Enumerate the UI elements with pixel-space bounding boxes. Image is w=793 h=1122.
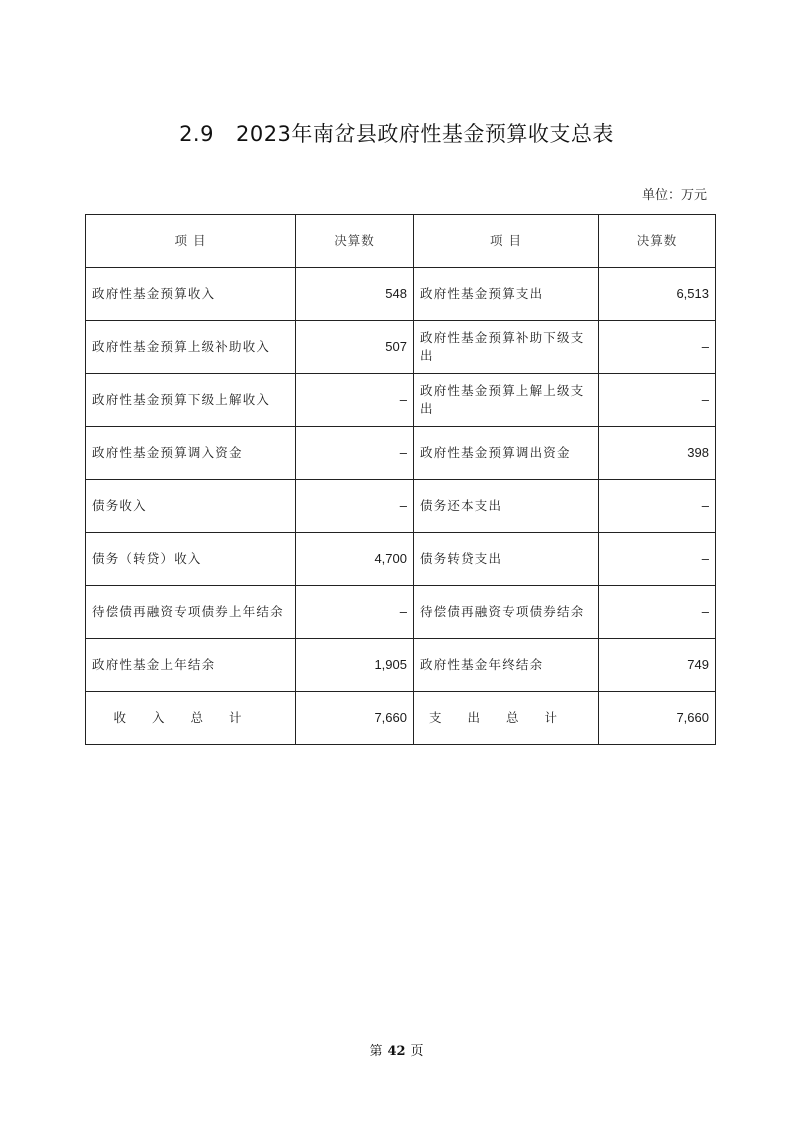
page-suffix: 页: [410, 1044, 424, 1059]
expense-value: 749: [599, 639, 716, 692]
expense-value: –: [599, 480, 716, 533]
expense-value: –: [599, 321, 716, 374]
page-title: [0, 118, 793, 148]
expense-label: 政府性基金年终结余: [414, 639, 599, 692]
expense-total-label: 支出总计: [414, 692, 599, 745]
income-total-value: 7,660: [296, 692, 414, 745]
table-row: [86, 427, 716, 480]
income-label: 政府性基金预算收入: [86, 268, 296, 321]
expense-label: 政府性基金预算上解上级支出: [414, 374, 599, 427]
expense-label: 政府性基金预算补助下级支出: [414, 321, 599, 374]
income-value: 4,700: [296, 533, 414, 586]
income-label: 政府性基金预算上级补助收入: [86, 321, 296, 374]
expense-value: –: [599, 374, 716, 427]
table-row: [86, 639, 716, 692]
header-item-left: 项 目: [86, 215, 296, 268]
income-value: –: [296, 427, 414, 480]
unit-label: 单位：万元: [641, 188, 707, 203]
expense-value: –: [599, 586, 716, 639]
income-label: 债务收入: [86, 480, 296, 533]
header-value-left: 决算数: [296, 215, 414, 268]
income-total-label: 收入总计: [86, 692, 296, 745]
expense-label: 政府性基金预算调出资金: [414, 427, 599, 480]
expense-label: 待偿债再融资专项债券结余: [414, 586, 599, 639]
table-row: [86, 533, 716, 586]
table-row: [86, 268, 716, 321]
expense-total-value: 7,660: [599, 692, 716, 745]
expense-value: 398: [599, 427, 716, 480]
header-item-right: 项 目: [414, 215, 599, 268]
income-label: 待偿债再融资专项债券上年结余: [86, 586, 296, 639]
total-row: [86, 692, 716, 745]
table-row: [86, 321, 716, 374]
budget-table: [85, 214, 716, 745]
header-value-right: 决算数: [599, 215, 716, 268]
expense-value: 6,513: [599, 268, 716, 321]
income-label: 政府性基金上年结余: [86, 639, 296, 692]
table-row: [86, 480, 716, 533]
page-number: 42: [387, 1044, 406, 1059]
income-label: 政府性基金预算调入资金: [86, 427, 296, 480]
table-row: [86, 586, 716, 639]
expense-label: 债务转贷支出: [414, 533, 599, 586]
income-value: 1,905: [296, 639, 414, 692]
income-label: 债务（转贷）收入: [86, 533, 296, 586]
page-footer: [0, 1040, 793, 1059]
page-prefix: 第: [369, 1044, 383, 1059]
expense-label: 债务还本支出: [414, 480, 599, 533]
table-row: [86, 374, 716, 427]
income-value: –: [296, 374, 414, 427]
income-value: –: [296, 480, 414, 533]
title-text: 2023年南岔县政府性基金预算收支总表: [235, 122, 614, 146]
income-value: 507: [296, 321, 414, 374]
income-label: 政府性基金预算下级上解收入: [86, 374, 296, 427]
section-number: 2.9: [179, 122, 214, 146]
income-value: –: [296, 586, 414, 639]
expense-label: 政府性基金预算支出: [414, 268, 599, 321]
income-value: 548: [296, 268, 414, 321]
expense-value: –: [599, 533, 716, 586]
table-header-row: [86, 215, 716, 268]
